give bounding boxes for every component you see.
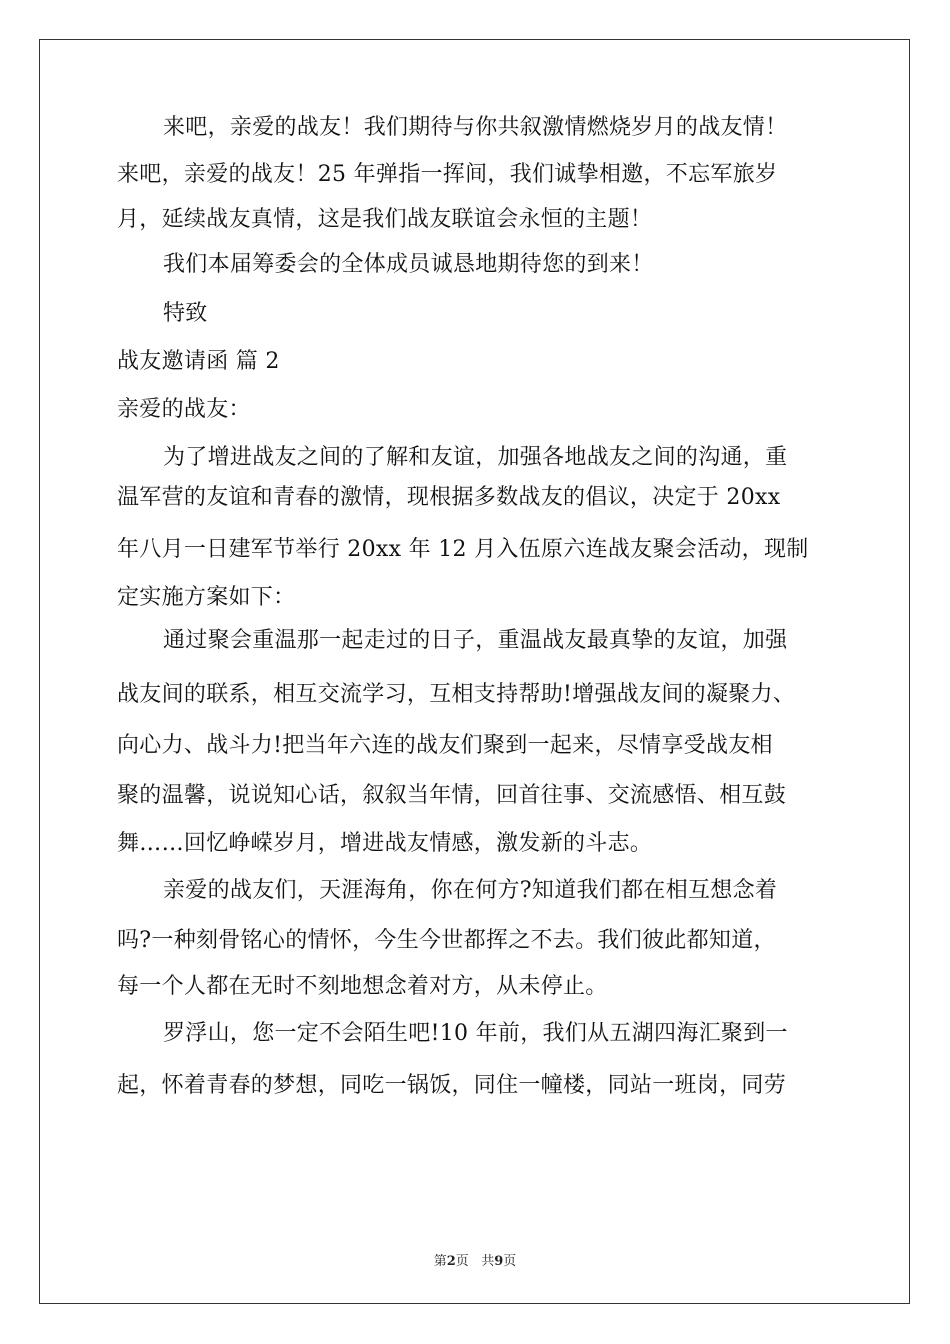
total-page-count: 9 <box>494 1254 504 1269</box>
text-line: 战友间的联系，相互交流学习，互相支持帮助!增强战友间的凝聚力、 <box>117 682 796 707</box>
text-line: 起，怀着青春的梦想，同吃一锅饭，同住一幢楼，同站一班岗，同劳 <box>117 1073 787 1098</box>
text-line: 聚的温馨，说说知心话，叙叙当年情，回首往事、交流感悟、相互鼓 <box>117 783 787 808</box>
text-line: 通过聚会重温那一起走过的日子，重温战友最真挚的友谊，加强 <box>163 628 788 653</box>
text-line: 战友邀请函 篇 2 <box>117 349 280 374</box>
page-prefix: 第 <box>433 1254 447 1269</box>
current-page-number: 2 <box>446 1254 456 1269</box>
text-line: 罗浮山，您一定不会陌生吧!10 年前，我们从五湖四海汇聚到一 <box>163 1021 788 1046</box>
text-line: 月，延续战友真情，这是我们战友联谊会永恒的主题！ <box>117 207 653 232</box>
text-line: 定实施方案如下： <box>117 585 296 610</box>
text-line: 特致 <box>163 301 208 326</box>
text-line: 吗?一种刻骨铭心的情怀，今生今世都挥之不去。我们彼此都知道， <box>117 928 776 953</box>
text-line: 为了增进战友之间的了解和友谊，加强各地战友之间的沟通，重 <box>163 445 788 470</box>
page-suffix: 页 <box>455 1254 469 1269</box>
text-line: 亲爱的战友们，天涯海角，你在何方?知道我们都在相互想念着 <box>163 878 778 903</box>
text-line: 年八月一日建军节举行 20xx 年 12 月入伍原六连战友聚会活动，现制 <box>117 537 809 562</box>
text-line: 我们本届筹委会的全体成员诚恳地期待您的到来！ <box>163 252 654 277</box>
total-prefix: 共 <box>481 1254 495 1269</box>
total-suffix: 页 <box>503 1254 517 1269</box>
page-footer <box>0 1250 950 1269</box>
text-line: 每一个人都在无时不刻地想念着对方，从未停止。 <box>117 974 608 999</box>
text-line: 舞……回忆峥嵘岁月，增进战友情感，激发新的斗志。 <box>117 831 653 856</box>
text-line: 温军营的友谊和青春的激情，现根据多数战友的倡议，决定于 20xx <box>117 485 781 510</box>
text-line: 向心力、战斗力!把当年六连的战友们聚到一起来，尽情享受战友相 <box>117 733 773 758</box>
text-line: 亲爱的战友： <box>117 397 251 422</box>
text-line: 来吧，亲爱的战友！我们期待与你共叙激情燃烧岁月的战友情！ <box>163 115 788 140</box>
text-line: 来吧，亲爱的战友！25 年弹指一挥间，我们诚挚相邀，不忘军旅岁 <box>117 162 778 187</box>
